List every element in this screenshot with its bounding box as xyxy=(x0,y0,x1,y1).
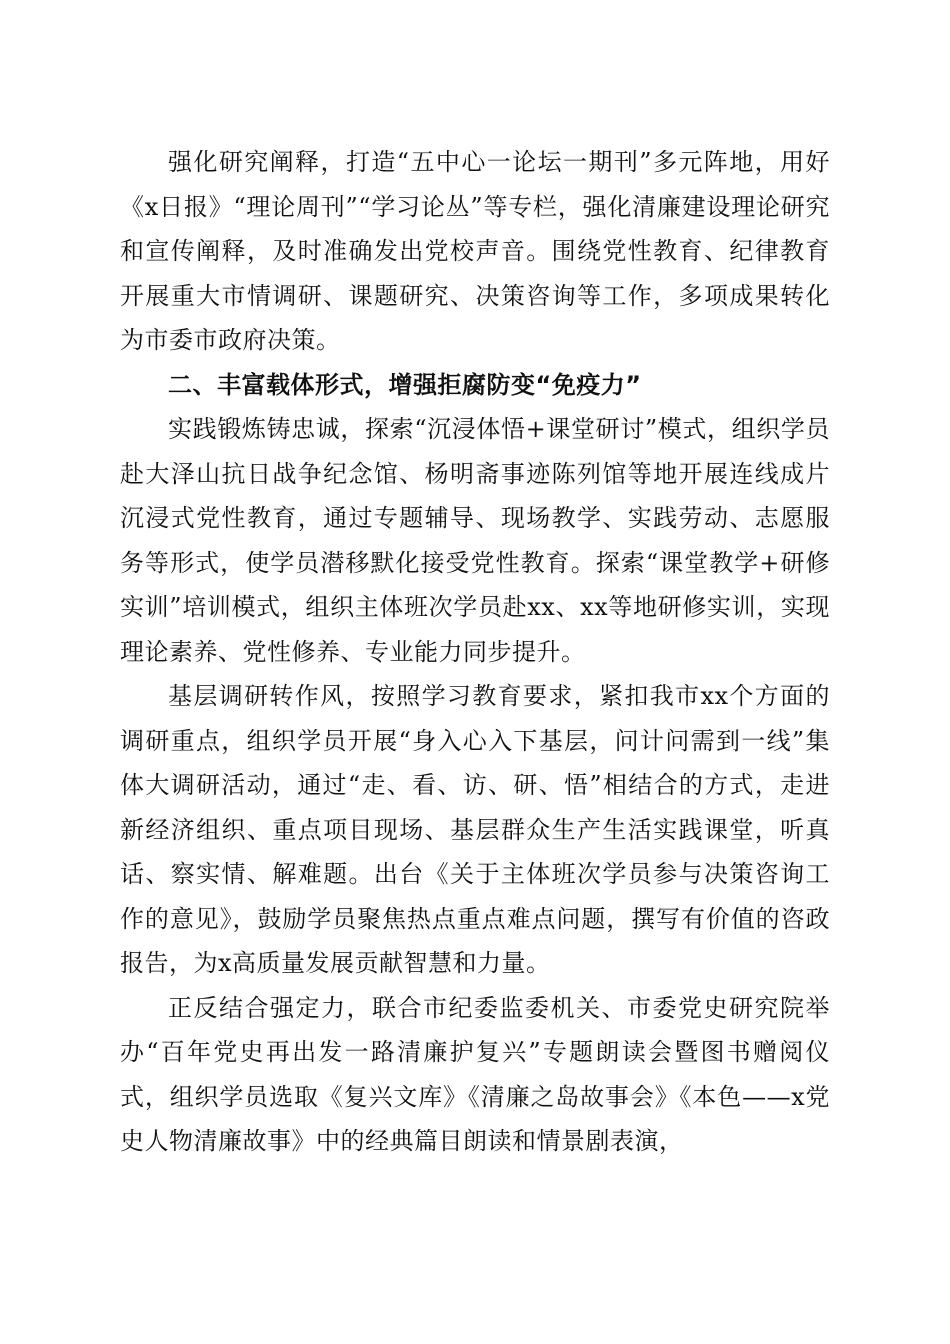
document-body xyxy=(120,140,830,1164)
paragraph-practice: 实践锻炼铸忠诚，探索“沉浸体悟+课堂研讨”模式，组织学员赴大泽山抗日战争纪念馆、杨明斋事迹陈列馆等地开展连线成片沉浸式党性教育，通过专题辅导、现场教学、实践劳动、志愿服务等形式，使学员潜移默化接受党性教育。探索“课堂教学+研修实训”培训模式，组织主体班次学员赴xx、xx等地研修实训，实现理论素养、党性修养、专业能力同步提升。 xyxy=(120,415,830,666)
paragraph-positive-negative: 正反结合强定力，联合市纪委监委机关、市委党史研究院举办“百年党史再出发一路清廉护复兴”专题朗读会暨图书赠阅仪式，组织学员选取《复兴文库》《清廉之岛故事会》《本色——x党史人物清廉故事》中的经典篇目朗读和情景剧表演， xyxy=(120,993,830,1155)
section-heading-2: 二、丰富载体形式，增强拒腐防变“免疫力” xyxy=(168,370,642,399)
paragraph-research: 强化研究阐释，打造“五中心一论坛一期刊”多元阵地，用好《x日报》“理论周刊”“学习论丛”等专栏，强化清廉建设理论研究和宣传阐释，及时准确发出党校声音。围绕党性教育、纪律教育开展重大市情调研、课题研究、决策咨询等工作，多项成果转化为市委市政府决策。 xyxy=(120,148,830,354)
paragraph-grassroots: 基层调研转作风，按照学习教育要求，紧扣我市xx个方面的调研重点，组织学员开展“身入心入下基层，问计问需到一线”集体大调研活动，通过“走、看、访、研、悟”相结合的方式，走进新经济组织、重点项目现场、基层群众生产生活实践课堂，听真话、察实情、解难题。出台《关于主体班次学员参与决策咨询工作的意见》，鼓励学员聚焦热点重点难点问题，撰写有价值的咨政报告，为x高质量发展贡献智慧和力量。 xyxy=(120,682,830,977)
